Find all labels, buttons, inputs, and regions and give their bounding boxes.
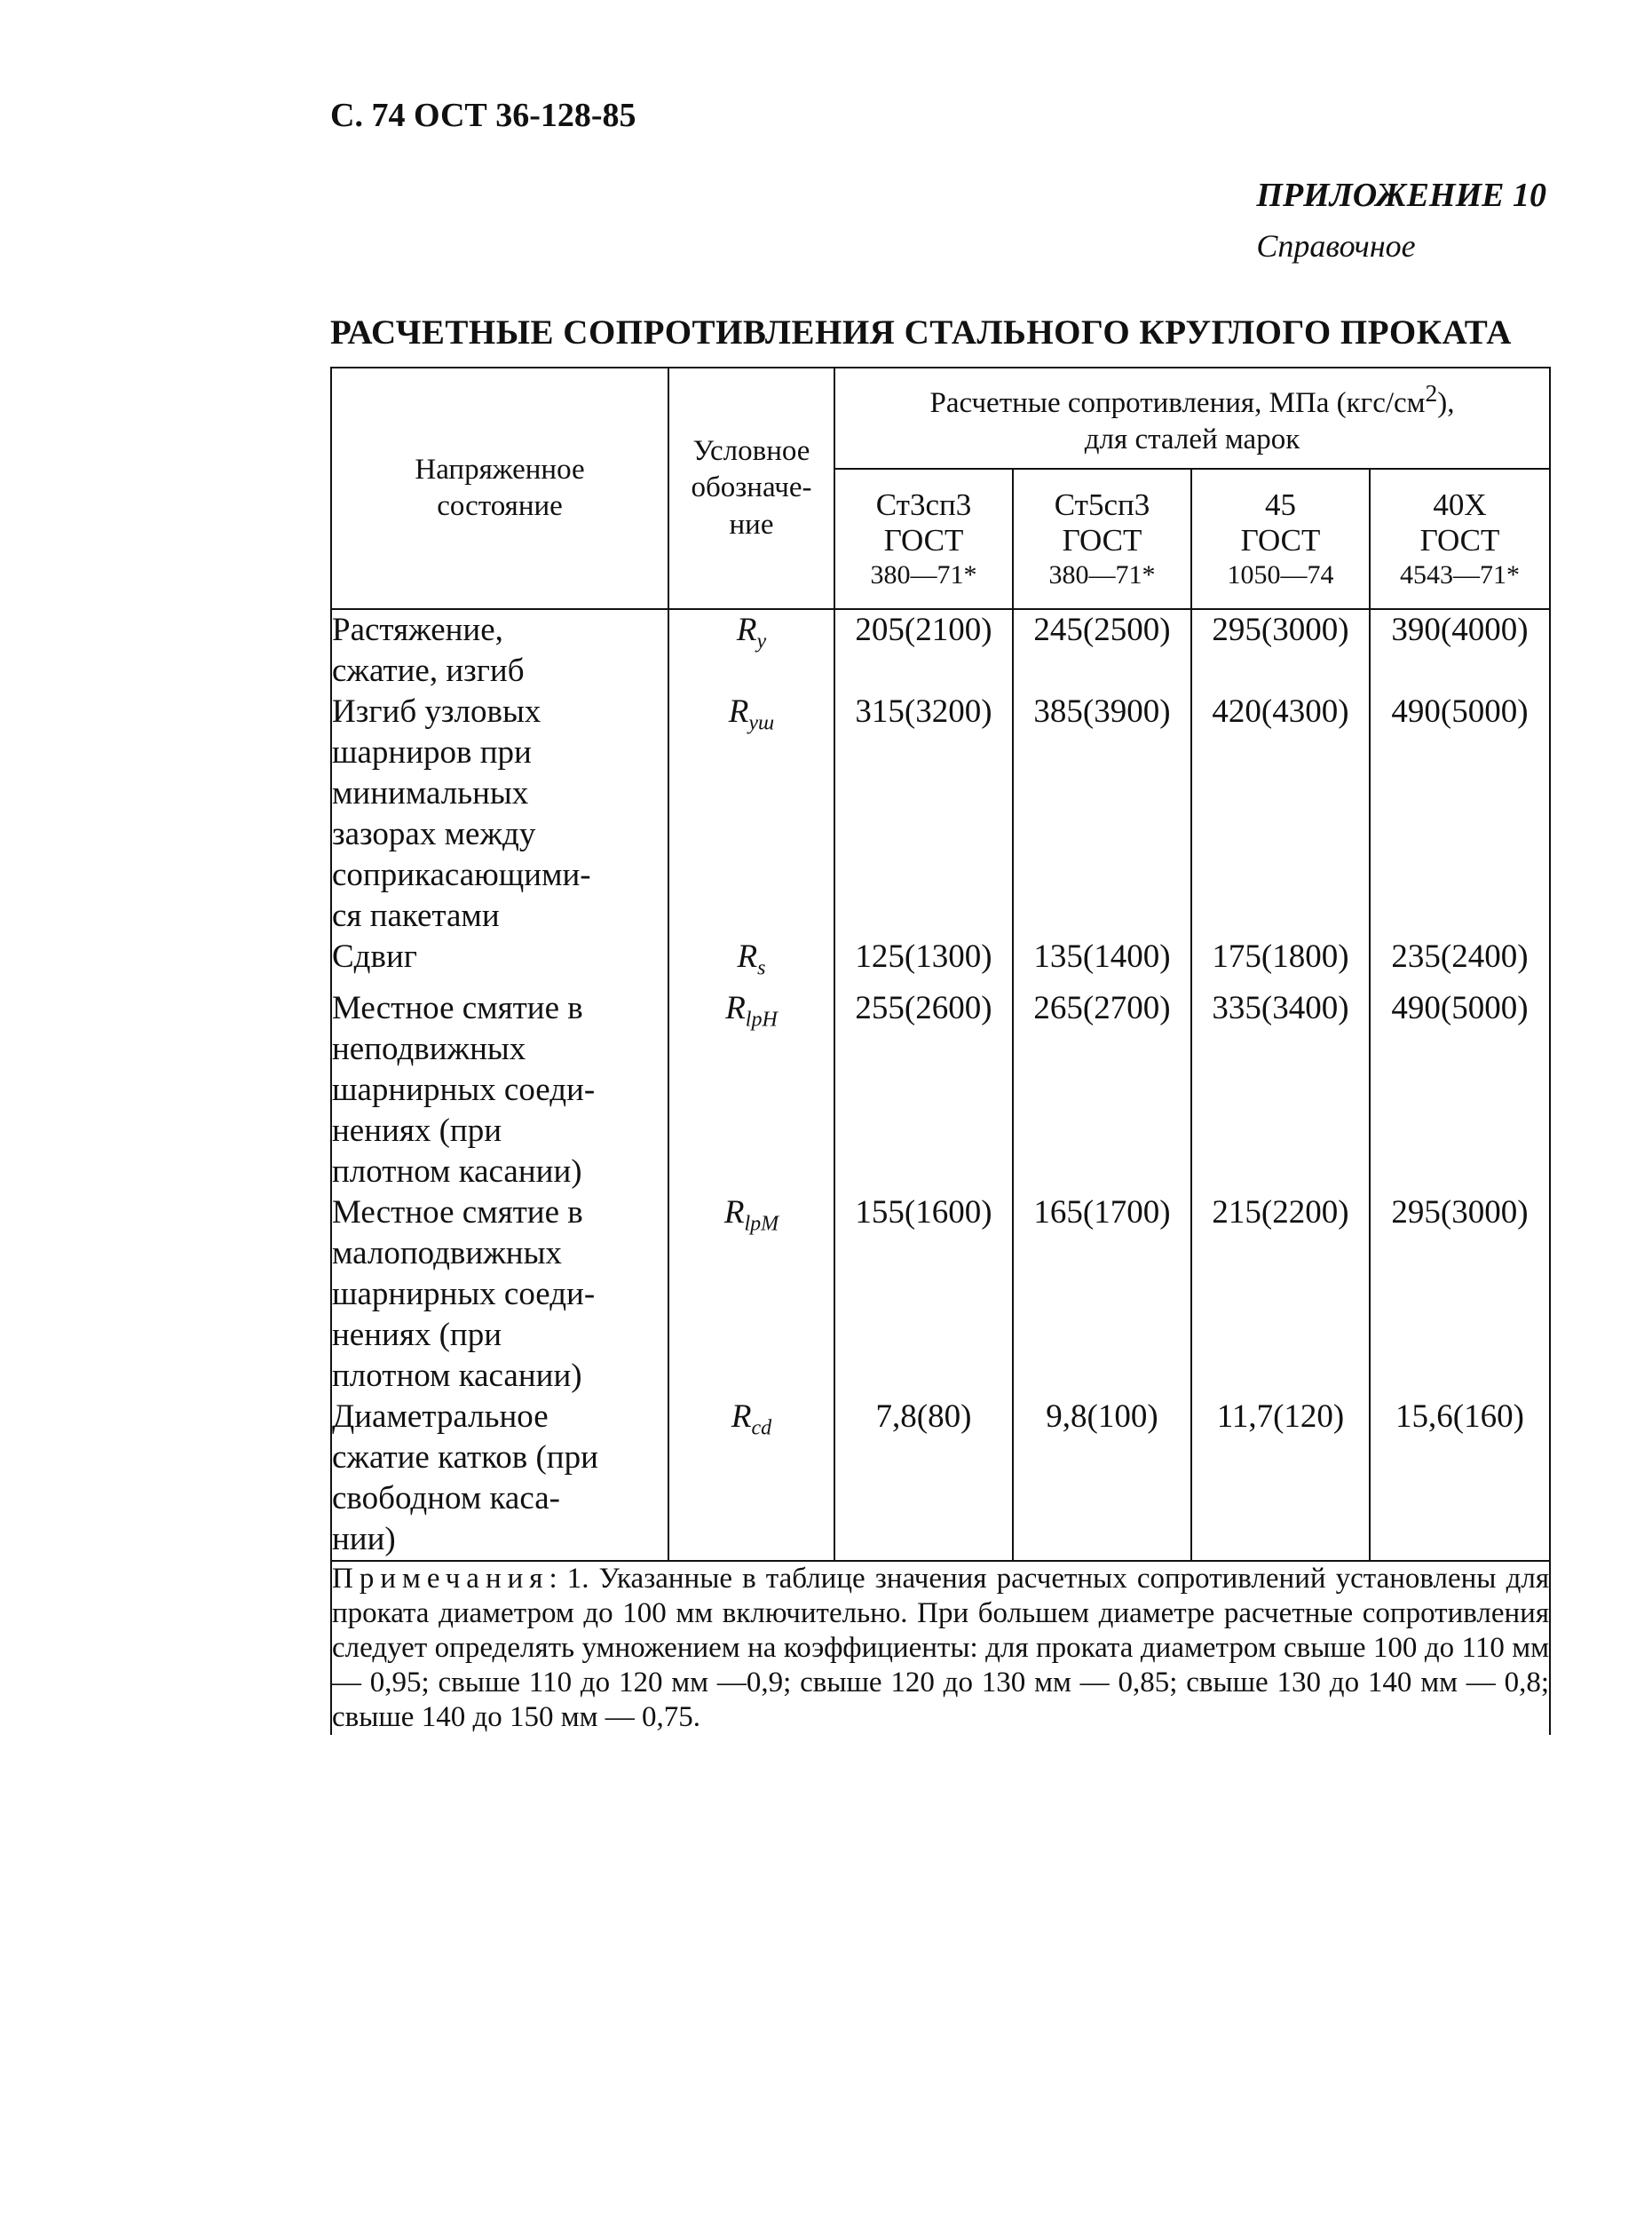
header-steel-grade (1013, 469, 1191, 609)
state-line: шарниров при (332, 734, 532, 771)
state-line: ся пакетами (332, 898, 500, 934)
header-line (835, 378, 1549, 422)
symbol-subscript: s (757, 956, 766, 980)
value-cell: 490(5000) (1370, 988, 1550, 1192)
state-line: шарнирных соеди- (332, 1072, 596, 1109)
steel-standard-number: 1050—74 (1227, 560, 1334, 590)
symbol-cell (668, 937, 834, 988)
symbol-subscript: lpM (744, 1212, 779, 1236)
document-title: РАСЧЕТНЫЕ СОПРОТИВЛЕНИЯ СТАЛЬНОГО КРУГЛОГО ПРОКАТА (330, 313, 1512, 352)
notes-title: Примечания (332, 1563, 549, 1595)
symbol-cell (668, 1192, 834, 1397)
table-row (331, 988, 1550, 1192)
state-line: сжатие катков (при (332, 1439, 598, 1477)
header-steel-grade (1370, 469, 1550, 609)
header-stress-state (331, 368, 668, 609)
steel-standard-number: 380—71* (1048, 560, 1156, 590)
stress-state-cell (331, 988, 668, 1192)
symbol-subscript: cd (751, 1416, 772, 1440)
state-line: свободном каса- (332, 1480, 560, 1517)
state-line: плотном касании) (332, 1153, 582, 1191)
state-line: шарнирных соеди- (332, 1276, 596, 1313)
table-row (331, 1192, 1550, 1397)
steel-standard-number: 4543—71* (1400, 560, 1520, 590)
appendix-label (1256, 176, 1546, 265)
value-cell: 125(1300) (834, 937, 1013, 988)
state-line: Сдвиг (332, 938, 417, 975)
symbol-letter: R (728, 693, 749, 730)
table-row (331, 692, 1550, 937)
symbol-cell (668, 988, 834, 1192)
table-row (331, 937, 1550, 988)
state-line: зазорах между (332, 816, 536, 852)
symbol-letter: R (723, 1194, 745, 1231)
page-header: С. 74 ОСТ 36-128-85 (330, 97, 636, 134)
state-line: Изгиб узловых (332, 693, 541, 730)
symbol-subscript: lpH (745, 1008, 778, 1032)
header-steel-grade (834, 469, 1013, 609)
header-text: Расчетные сопротивления, МПа (кгс/см (929, 386, 1426, 419)
state-line: неподвижных (332, 1031, 526, 1068)
state-line: Местное смятие в (332, 1194, 583, 1231)
notes-text: : 1. Указанные в таблице значения расчетных сопротивлений установлены для проката диаметром до 100 мм включительно. При большем диаметре расчетные сопротивления следует определять умножением на коэффициенты: для проката диаметром свыше 100 до 110 мм — 0,95; свыше 110 до 120 мм —0,9; свыше 120 до 130 мм — 0,85; свыше 130 до 140 мм — 0,8; свыше 140 до 150 мм — 0,75. (332, 1563, 1550, 1734)
symbol-cell (668, 692, 834, 937)
value-cell: 135(1400) (1013, 937, 1191, 988)
header-symbol (668, 368, 834, 609)
steel-gost: ГОСТ (1062, 523, 1142, 558)
value-cell: 420(4300) (1191, 692, 1370, 937)
stress-state-cell (331, 1397, 668, 1561)
header-steel-grade (1191, 469, 1370, 609)
symbol-letter: R (731, 1398, 752, 1436)
header-design-resistances (834, 368, 1550, 469)
stress-state-cell (331, 609, 668, 692)
table-notes (331, 1561, 1550, 1735)
value-cell: 295(3000) (1191, 609, 1370, 692)
symbol-letter: R (737, 938, 758, 975)
value-cell: 9,8(100) (1013, 1397, 1191, 1561)
state-line: малоподвижных (332, 1235, 562, 1272)
symbol-cell (668, 609, 834, 692)
value-cell: 235(2400) (1370, 937, 1550, 988)
value-cell: 245(2500) (1013, 609, 1191, 692)
header-line: Напряженное (415, 453, 585, 486)
header-line: для сталей марок (1084, 424, 1300, 455)
steel-grade: Ст3сп3 (875, 487, 972, 522)
value-cell: 15,6(160) (1370, 1397, 1550, 1561)
stress-state-cell (331, 692, 668, 937)
state-line: сжатие, изгиб (332, 653, 525, 689)
state-line: минимальных (332, 775, 529, 812)
resistance-table (330, 367, 1551, 1735)
value-cell: 335(3400) (1191, 988, 1370, 1192)
notes-row (331, 1561, 1550, 1735)
symbol-letter: R (725, 990, 746, 1027)
steel-standard-number: 380—71* (870, 560, 977, 590)
appendix-number: ПРИЛОЖЕНИЕ 10 (1256, 177, 1546, 214)
header-line: обозначе- (691, 471, 812, 504)
state-line: нениях (при (332, 1112, 502, 1150)
appendix-kind: Справочное (1256, 228, 1416, 264)
value-cell: 11,7(120) (1191, 1397, 1370, 1561)
value-cell: 265(2700) (1013, 988, 1191, 1192)
value-cell: 255(2600) (834, 988, 1013, 1192)
steel-grade: 45 (1265, 487, 1296, 522)
symbol-subscript: уш (748, 711, 775, 735)
steel-grade: 40Х (1433, 487, 1487, 522)
header-text: ), (1437, 386, 1455, 419)
value-cell: 490(5000) (1370, 692, 1550, 937)
state-line: плотном касании) (332, 1358, 582, 1395)
table-row (331, 1397, 1550, 1561)
symbol-cell (668, 1397, 834, 1561)
stress-state-cell (331, 1192, 668, 1397)
stress-state-cell (331, 937, 668, 988)
value-cell: 165(1700) (1013, 1192, 1191, 1397)
value-cell: 205(2100) (834, 609, 1013, 692)
state-line: нии) (332, 1521, 396, 1558)
symbol-subscript: y (756, 629, 767, 653)
value-cell: 315(3200) (834, 692, 1013, 937)
value-cell: 215(2200) (1191, 1192, 1370, 1397)
value-cell: 175(1800) (1191, 937, 1370, 988)
header-superscript: 2 (1425, 378, 1438, 407)
value-cell: 295(3000) (1370, 1192, 1550, 1397)
state-line: соприкасающими- (332, 857, 591, 893)
value-cell: 7,8(80) (834, 1397, 1013, 1561)
value-cell: 385(3900) (1013, 692, 1191, 937)
header-line: ние (729, 508, 774, 541)
table-row (331, 609, 1550, 692)
state-line: Местное смятие в (332, 990, 583, 1027)
steel-grade: Ст5сп3 (1054, 487, 1150, 522)
state-line: Растяжение, (332, 612, 503, 648)
symbol-letter: R (736, 612, 757, 648)
value-cell: 155(1600) (834, 1192, 1013, 1397)
value-cell: 390(4000) (1370, 609, 1550, 692)
header-line: состояние (437, 490, 563, 522)
state-line: Диаметральное (332, 1398, 549, 1436)
state-line: нениях (при (332, 1317, 502, 1354)
steel-gost: ГОСТ (1419, 523, 1500, 558)
steel-gost: ГОСТ (1240, 523, 1321, 558)
header-line: Условное (692, 435, 810, 468)
steel-gost: ГОСТ (883, 523, 964, 558)
